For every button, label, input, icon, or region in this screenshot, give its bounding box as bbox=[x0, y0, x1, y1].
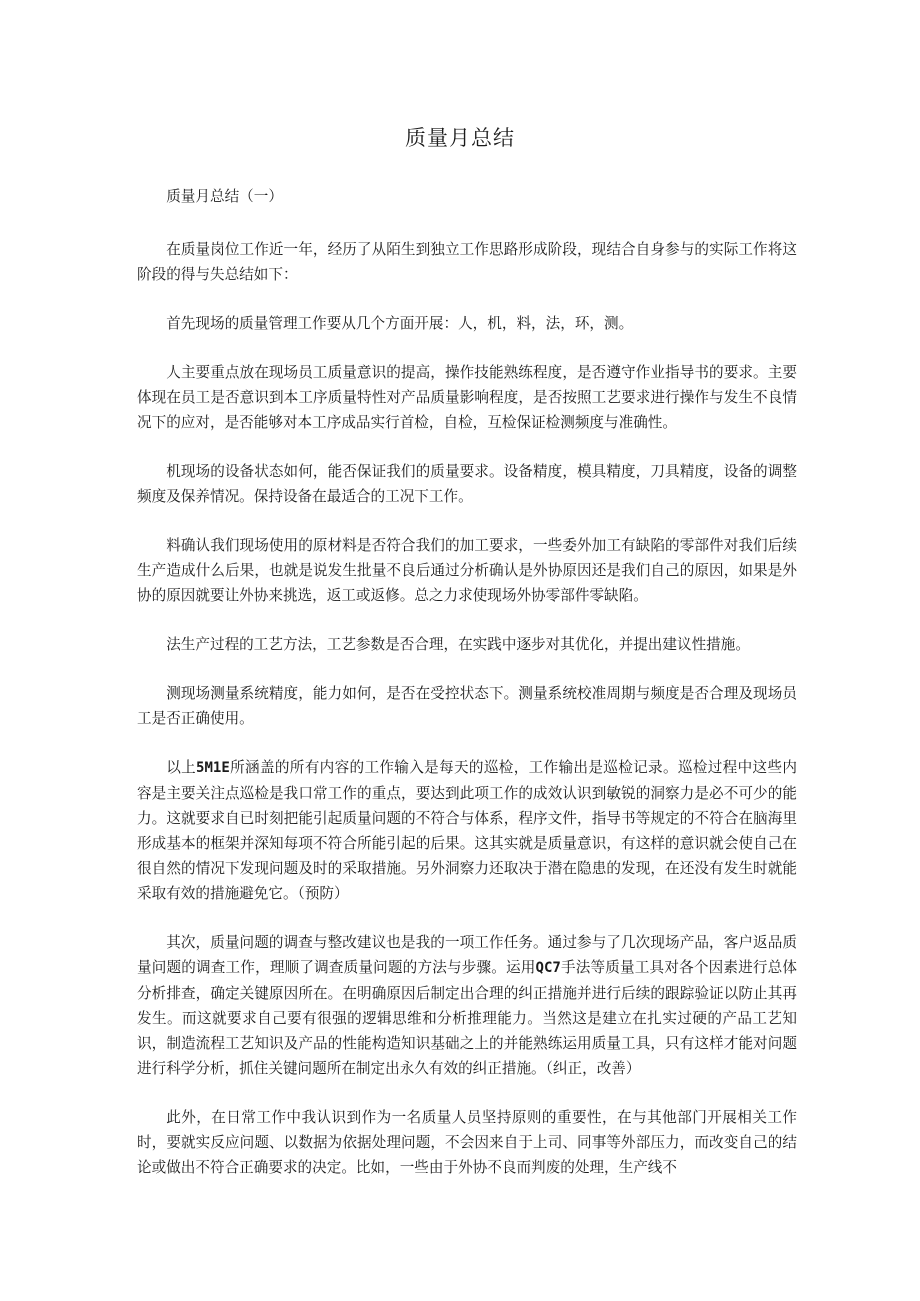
paragraph-overview: 首先现场的质量管理工作要从几个方面开展：人，机，料，法，环，测。 bbox=[166, 315, 634, 332]
paragraph-5m1e bbox=[137, 755, 797, 906]
page-title: 质量月总结 bbox=[405, 126, 515, 150]
document-body bbox=[137, 184, 797, 1204]
paragraph-measurement: 测现场测量系统精度，能力如何，是否在受控状态下。测量系统校准周期与频度是否合理及现场员工是否正确使用。 bbox=[137, 685, 797, 727]
paragraph-5m1e-before: 以上 bbox=[166, 759, 197, 776]
paragraph-method: 法生产过程的工艺方法，工艺参数是否合理，在实践中逐步对其优化，并提出建议性措施。 bbox=[166, 636, 750, 653]
paragraph-machine: 机现场的设备状态如何，能否保证我们的质量要求。设备精度，模具精度，刀具精度，设备的调整频度及保养情况。保持设备在最适合的工况下工作。 bbox=[137, 463, 797, 505]
paragraph-intro: 在质量岗位工作近一年，经历了从陌生到独立工作思路形成阶段，现结合自身参与的实际工作将这阶段的得与失总结如下： bbox=[137, 241, 797, 283]
paragraph-qc7-before: 其次，质量问题的调查与整改建议也是我的一项工作任务。通过参与了几次现场产品，客户返品质量问题的调查工作，理顺了调查质量问题的方法与步骤。运用 bbox=[137, 934, 797, 976]
section-subtitle: 质量月总结（一） bbox=[166, 188, 283, 205]
term-5m1e: 5M1E bbox=[196, 760, 230, 776]
paragraph-qc7 bbox=[137, 930, 797, 1081]
paragraph-man: 人主要重点放在现场员工质量意识的提高，操作技能熟练程度，是否遵守作业指导书的要求。主要体现在员工是否意识到本工序质量特性对产品质量影响程度，是否按照工艺要求进行操作与发生不良情况下的应对，是否能够对本工序成品实行首检，自检，互检保证检测频度与准确性。 bbox=[137, 364, 797, 431]
paragraph-5m1e-after: 所涵盖的所有内容的工作输入是每天的巡检，工作输出是巡检记录。巡检过程中这些内容是主要关注点巡检是我口常工作的重点，要达到此项工作的成效认识到敏锐的洞察力是必不可少的能力。这就要求自已时刻把能引起质量问题的不符合与体系，程序文件，指导书等规定的不符合在脑海里形成基本的框架并深知每项不符合所能引起的后果。这其实就是质量意识，有这样的意识就会使自己在很自然的情况下发现问题及时的采取措施。另外洞察力还取决于潜在隐患的发现，在还没有发生时就能采取有效的措施避免它。（预防） bbox=[137, 759, 797, 902]
paragraph-material: 料确认我们现场使用的原材料是否符合我们的加工要求，一些委外加工有缺陷的零部件对我们后续生产造成什么后果，也就是说发生批量不良后通过分析确认是外协原因还是我们自己的原因，如果是外协的原因就要让外协来挑选，返工或返修。总之力求使现场外协零部件零缺陷。 bbox=[137, 537, 797, 604]
paragraph-principle: 此外，在日常工作中我认识到作为一名质量人员坚持原则的重要性，在与其他部门开展相关工作时，要就实反应问题、以数据为依据处理问题，不会因来自于上司、同事等外部压力，而改变自己的结论或做出不符合正确要求的决定。比如，一些由于外协不良而判废的处理，生产线不 bbox=[137, 1109, 797, 1176]
paragraph-qc7-after: 手法等质量工具对各个因素进行总体分析排查，确定关键原因所在。在明确原因后制定出合理的纠正措施并进行后续的跟踪验证以防止其再发生。而这就要求自己要有很强的逻辑思维和分析推理能力。当然这是建立在扎实过硬的产品工艺知识，制造流程工艺知识及产品的性能构造知识基础之上的并能熟练运用质量工具，只有这样才能对问题进行科学分析，抓住关键问题所在制定出永久有效的纠正措施。（纠正，改善） bbox=[137, 959, 797, 1077]
term-qc7: QC7 bbox=[535, 960, 561, 976]
